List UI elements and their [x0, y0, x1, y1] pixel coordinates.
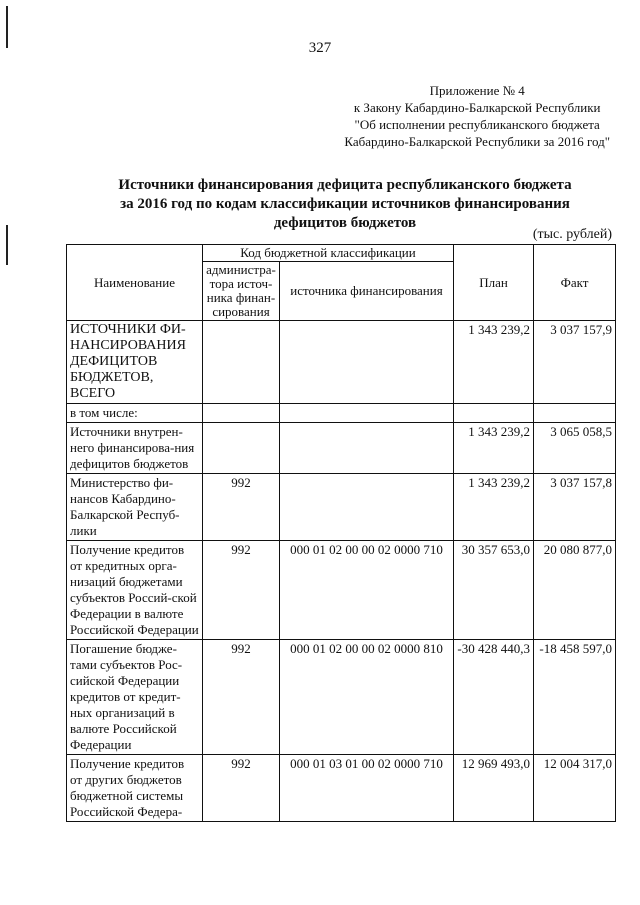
header-source-code: источника финансирования [280, 262, 454, 321]
row-source-code-cell [280, 474, 454, 541]
row-name-cell: Получение кредитов от кредитных орга-низаций бюджетами субъектов Россий-ской Федерации в валюте Российской Федерации [67, 541, 203, 640]
row-plan-cell: 30 357 653,0 [454, 541, 534, 640]
appendix-line: Приложение № 4 [429, 83, 525, 98]
table-row [67, 541, 616, 640]
row-source-code-cell [280, 423, 454, 474]
row-source-code-cell: 000 01 02 00 00 02 0000 810 [280, 640, 454, 755]
row-admin-code-cell: 992 [203, 755, 280, 822]
row-fact-cell: 12 004 317,0 [534, 755, 616, 822]
table-row [67, 474, 616, 541]
row-source-code-cell: 000 01 03 01 00 02 0000 710 [280, 755, 454, 822]
row-plan-cell [454, 404, 534, 423]
row-admin-code-cell: 992 [203, 640, 280, 755]
appendix-line: к Закону Кабардино-Балкарской Республики [353, 100, 601, 115]
row-name-cell: в том числе: [67, 404, 203, 423]
header-fact: Факт [534, 245, 616, 321]
row-plan-cell: -30 428 440,3 [454, 640, 534, 755]
row-admin-code-cell: 992 [203, 541, 280, 640]
row-fact-cell: 3 065 058,5 [534, 423, 616, 474]
header-admin-code: администра-тора источ-ника финан-сирования [203, 262, 280, 321]
table-row [67, 423, 616, 474]
appendix-line: "Об исполнении республиканского бюджета [354, 117, 600, 132]
row-fact-cell: 3 037 157,8 [534, 474, 616, 541]
row-source-code-cell: 000 01 02 00 00 02 0000 710 [280, 541, 454, 640]
row-fact-cell: 3 037 157,9 [534, 321, 616, 404]
row-name-cell: ИСТОЧНИКИ ФИ-НАНСИРОВАНИЯ ДЕФИЦИТОВ БЮДЖЕТОВ, ВСЕГО [67, 321, 203, 404]
row-admin-code-cell [203, 321, 280, 404]
row-name-cell: Источники внутрен-него финансирова-ния дефицитов бюджетов [67, 423, 203, 474]
units-label: (тыс. рублей) [532, 227, 612, 242]
row-name-cell: Министерство фи-нансов Кабардино-Балкарской Респуб-лики [67, 474, 203, 541]
row-admin-code-cell: 992 [203, 474, 280, 541]
row-source-code-cell [280, 321, 454, 404]
row-source-code-cell [280, 404, 454, 423]
row-admin-code-cell [203, 404, 280, 423]
header-plan: План [454, 245, 534, 321]
table-row [67, 404, 616, 423]
row-plan-cell: 1 343 239,2 [454, 423, 534, 474]
appendix-line: Кабардино-Балкарской Республики за 2016 год" [344, 134, 610, 149]
table-row [67, 321, 616, 404]
row-plan-cell: 1 343 239,2 [454, 321, 534, 404]
page-number: 327 [308, 40, 332, 56]
row-fact-cell [534, 404, 616, 423]
row-name-cell: Получение кредитов от других бюджетов бюджетной системы Российской Федера- [67, 755, 203, 822]
document-title [70, 176, 620, 233]
row-name-cell: Погашение бюдже-тами субъектов Рос-сийской Федерации кредитов от кредит-ных организаций в валюте Российской Федерации [67, 640, 203, 755]
row-plan-cell: 12 969 493,0 [454, 755, 534, 822]
title-line: за 2016 год по кодам классификации источников финансирования [120, 196, 570, 212]
financing-sources-table [66, 244, 616, 822]
row-plan-cell: 1 343 239,2 [454, 474, 534, 541]
row-fact-cell: 20 080 877,0 [534, 541, 616, 640]
table-row [67, 755, 616, 822]
row-fact-cell: -18 458 597,0 [534, 640, 616, 755]
title-line: Источники финансирования дефицита республиканского бюджета [118, 177, 572, 193]
title-line: дефицитов бюджетов [273, 215, 417, 231]
header-code-group: Код бюджетной классификации [203, 245, 454, 262]
table-row [67, 640, 616, 755]
row-admin-code-cell [203, 423, 280, 474]
margin-mark-middle [6, 225, 8, 265]
appendix-note [344, 82, 610, 150]
header-name: Наименование [67, 245, 203, 321]
